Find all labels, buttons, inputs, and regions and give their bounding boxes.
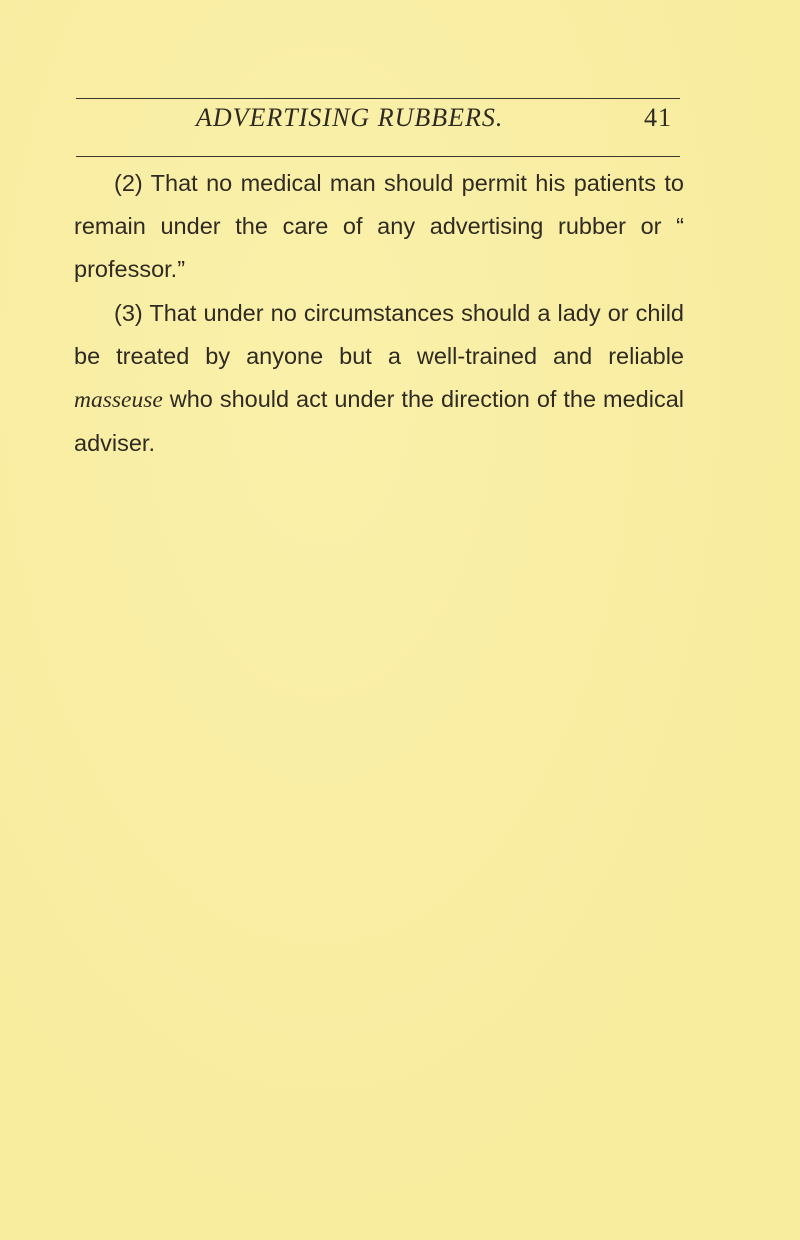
- paragraph-3-after: who should act under the direction of the medical adviser.: [74, 386, 684, 457]
- paragraph-2: (2) That no medical man should permit his patients to remain under the care of any advertising rubber or “ professor.”: [74, 170, 684, 283]
- running-title: ADVERTISING RUBBERS.: [196, 103, 504, 132]
- header-rule-top: [76, 98, 680, 99]
- paragraph-3-italic-term: masseuse: [74, 387, 163, 414]
- running-head: [196, 103, 680, 143]
- body-text: [74, 162, 684, 465]
- paragraph-3-before: (3) That under no circumstances should a lady or child be treated by anyone but a well-trained and reliable: [74, 299, 684, 369]
- page-number: 41: [644, 103, 672, 132]
- header-rule-bottom: [76, 156, 680, 157]
- paragraph-3: [74, 292, 684, 466]
